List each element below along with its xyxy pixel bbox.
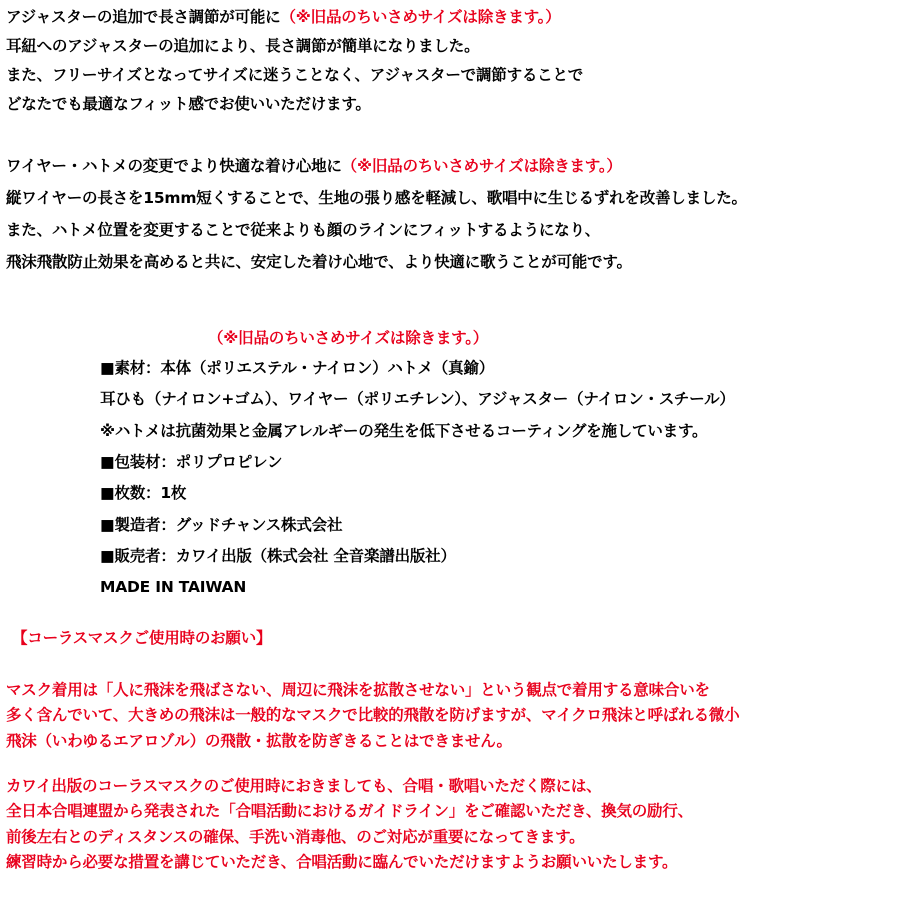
request-p1-line-1: マスク着用は「人に飛沫を飛ばさない、周辺に飛沫を拡散させない」という観点で着用する意味合いを bbox=[6, 681, 710, 699]
section2-line-1: 縦ワイヤーの長さを15mm短くすることで、生地の張り感を軽減し、歌唱中に生じるずれを改善しました。 bbox=[6, 189, 747, 207]
spec-line-count: ■枚数：1枚 bbox=[100, 484, 187, 502]
section1-line-2: また、フリーサイズとなってサイズに迷うことなく、アジャスターで調節することで bbox=[6, 66, 584, 84]
spec-line-coating-note: ※ハトメは抗菌効果と金属アレルギーの発生を低下させるコーティングを施しています。 bbox=[100, 422, 708, 440]
section2-heading: ワイヤー・ハトメの変更でより快適な着け心地に bbox=[6, 157, 342, 175]
section1-heading-line bbox=[6, 7, 561, 27]
request-p2-line-4: 練習時から必要な措置を講じていただき、合唱活動に臨んでいただけますようお願いいたします。 bbox=[6, 853, 678, 871]
section1-heading-note: （※旧品のちいさめサイズは除きます。） bbox=[280, 8, 561, 26]
section1-heading: アジャスターの追加で長さ調節が可能に bbox=[6, 8, 281, 26]
spec-line-material: ■素材：本体（ポリエステル・ナイロン）ハトメ（真鍮） bbox=[100, 359, 495, 377]
section2-line-2: また、ハトメ位置を変更することで従来よりも顔のラインにフィットするようになり、 bbox=[6, 221, 601, 239]
request-p2-line-3: 前後左右とのディスタンスの確保、手洗い消毒他、のご対応が重要になってきます。 bbox=[6, 828, 585, 846]
section1-line-3: どなたでも最適なフィット感でお使いいただけます。 bbox=[6, 95, 371, 113]
spec-line-material-detail: 耳ひも（ナイロン+ゴム）、ワイヤー（ポリエチレン）、アジャスター（ナイロン・スチール） bbox=[100, 390, 735, 408]
section2-heading-line bbox=[6, 156, 622, 176]
spec-line-manufacturer: ■製造者：グッドチャンス株式会社 bbox=[100, 516, 343, 534]
request-p1-line-2: 多く含んでいて、大きめの飛沫は一般的なマスクで比較的飛散を防げますが、マイクロ飛沫と呼ばれる微小 bbox=[6, 706, 740, 724]
specs-note: （※旧品のちいさめサイズは除きます。） bbox=[208, 329, 489, 347]
request-p1-line-3: 飛沫（いわゆるエアロゾル）の飛散・拡散を防ぎきることはできません。 bbox=[6, 732, 512, 750]
spec-line-packaging: ■包装材：ポリプロピレン bbox=[100, 453, 283, 471]
section2-line-3: 飛沫飛散防止効果を高めると共に、安定した着け心地で、より快適に歌うことが可能です。 bbox=[6, 253, 632, 271]
request-title: 【コーラスマスクご使用時のお願い】 bbox=[12, 629, 272, 647]
spec-line-origin: MADE IN TAIWAN bbox=[100, 578, 247, 596]
section1-line-1: 耳紐へのアジャスターの追加により、長さ調節が簡単になりました。 bbox=[6, 37, 480, 55]
spec-line-seller: ■販売者：カワイ出版（株式会社 全音楽譜出版社） bbox=[100, 547, 456, 565]
request-p2-line-1: カワイ出版のコーラスマスクのご使用時におきましても、合唱・歌唱いただく際には、 bbox=[6, 777, 602, 795]
section2-heading-note: （※旧品のちいさめサイズは除きます。） bbox=[341, 157, 622, 175]
request-p2-line-2: 全日本合唱連盟から発表された「合唱活動におけるガイドライン」をご確認いただき、換気の励行、 bbox=[6, 802, 693, 820]
